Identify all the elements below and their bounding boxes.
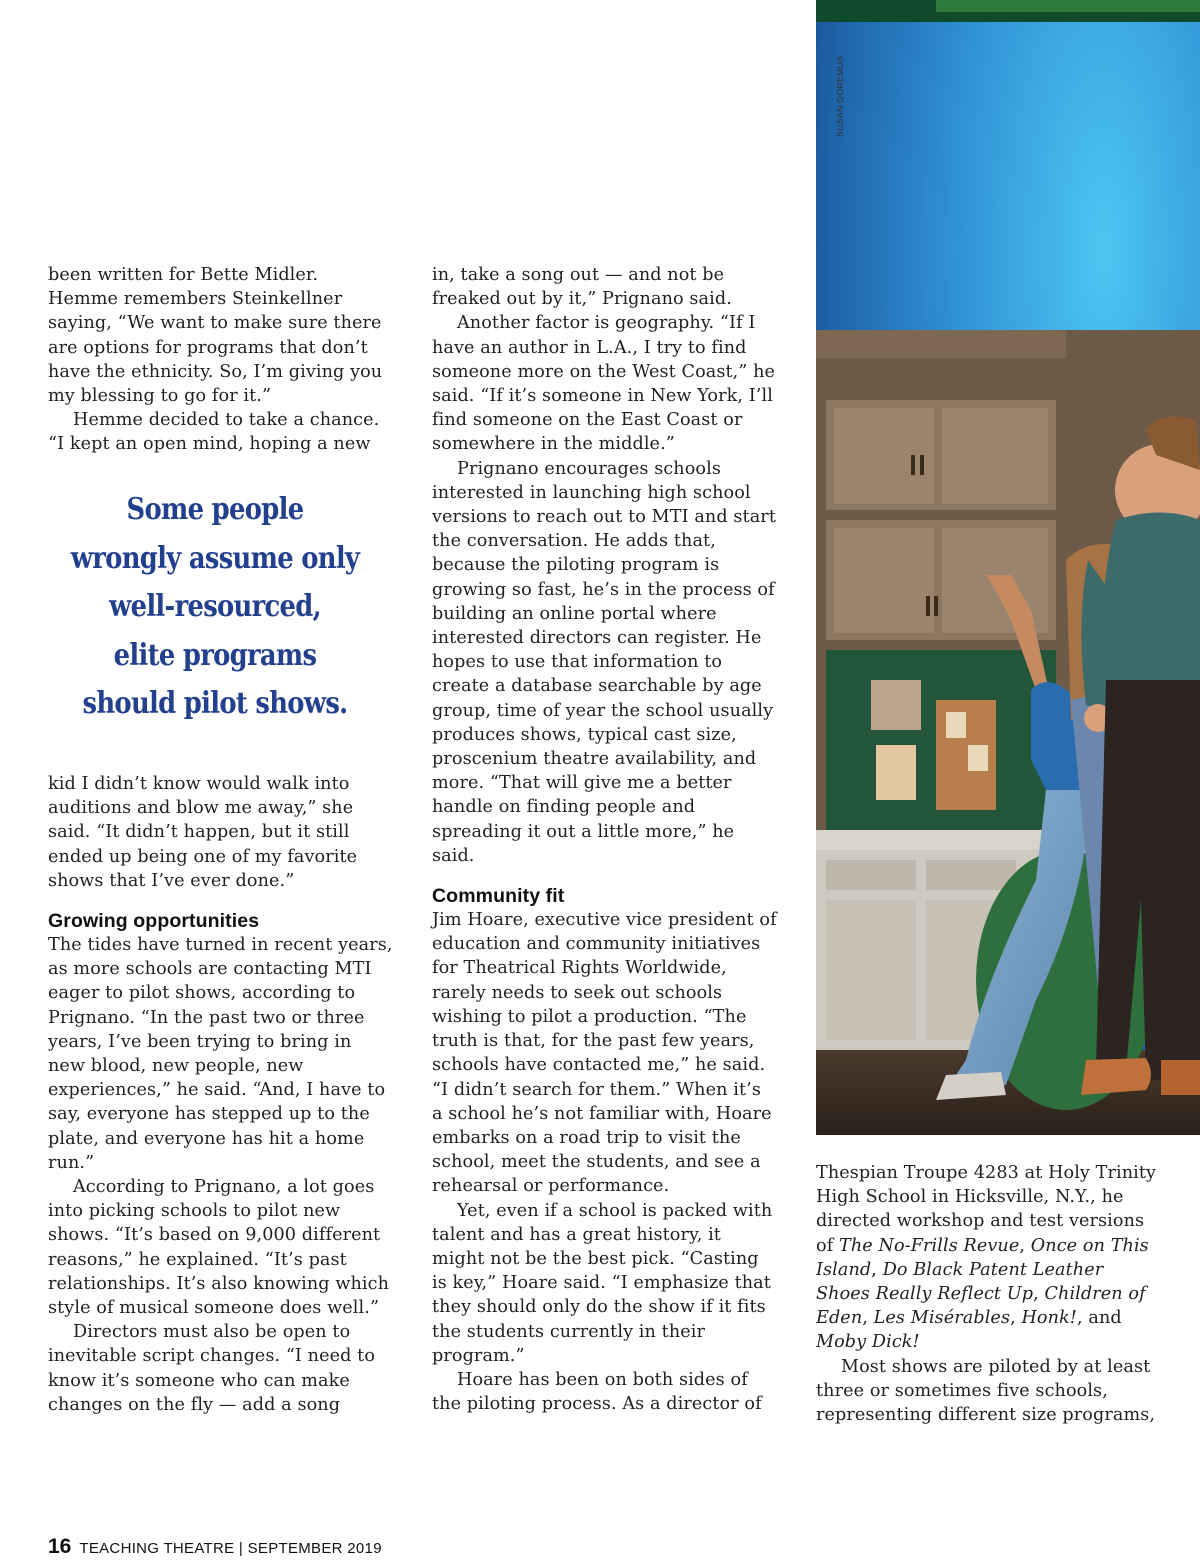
column-1-top (48, 263, 393, 457)
paragraph-lead: Thespian Troupe 4283 at Holy Trinity High School in Hicksville, N.Y., he directed workshop and test versions of (816, 1163, 1157, 1256)
separator: , (871, 1259, 883, 1280)
show-title: Les Misérables (873, 1308, 1011, 1329)
section-heading: Community fit (432, 885, 565, 908)
paragraph: Another factor is geography. “If I have an author in L.A., I try to find someone more on the West Coast,” he said. “If it’s someone in New York, I’ll find someone on the East Coast or somewhere in the middle.” (432, 313, 776, 455)
pull-quote-line: wrongly assume only (70, 540, 360, 576)
pull-quote-line: Some people (126, 492, 304, 527)
separator: , and (1076, 1308, 1122, 1329)
section-heading: Growing opportunities (48, 910, 260, 933)
column-2 (432, 263, 777, 1416)
pull-quote (65, 486, 366, 729)
page-number: 16 (48, 1535, 72, 1558)
paragraph: Prignano encourages schools interested in launching high school versions to reach out to MTI and start the conversation. He adds that, because the piloting program is growing so fast, he’s in the process of building an online portal where interested directors can register. He hopes to use that information to create a database searchable by age group, time of year the school usually produces shows, typical cast size, proscenium theatre availability, and more. “That will give me a better handle on finding people and spreading it out a little more,” he said. (432, 458, 776, 866)
paragraph: Hemme decided to take a chance. “I kept an open mind, hoping a new (48, 410, 380, 455)
paragraph: Hoare has been on both sides of the piloting process. As a director of (432, 1369, 762, 1415)
separator: , (1033, 1284, 1045, 1305)
separator: , (1010, 1308, 1022, 1329)
pull-quote-line: well-resourced, (109, 589, 321, 624)
show-title: Honk! (1021, 1308, 1077, 1329)
paragraph: Directors must also be open to inevitable script changes. “I need to know it’s someone who can make changes on the fly — add a song (48, 1322, 376, 1415)
paragraph: Most shows are piloted by at least three or sometimes five schools, representing different size programs, (816, 1356, 1156, 1426)
paragraph: kid I didn’t know would walk into auditions and blow me away,” she said. “It didn’t happen, but it still ended up being one of my favorite shows that I’ve ever done.” (48, 774, 358, 891)
page-footer (48, 1535, 382, 1559)
show-title: Children of Eden (816, 1284, 1146, 1329)
show-title: The No-Frills Revue (839, 1235, 1020, 1256)
show-title: Do Black Patent Leather Shoes Really Reflect Up (816, 1259, 1104, 1305)
paragraph: been written for Bette Midler. Hemme remembers Steinkellner saying, “We want to make sure there are options for programs that don’t have the ethnicity. So, I’m giving you my blessing to go for it.” (48, 265, 383, 407)
show-title: Moby Dick! (816, 1332, 920, 1353)
pull-quote-line: should pilot shows. (82, 686, 348, 721)
stage-photo (816, 0, 1200, 1135)
publication-line: TEACHING THEATRE | SEPTEMBER 2019 (79, 1540, 382, 1557)
pull-quote-line: elite programs (113, 637, 317, 673)
paragraph: Yet, even if a school is packed with talent and has a great history, it might not be the best pick. “Casting is key,” Hoare said. “I emphasize that they should only do the show if it fits the students currently in their program.” (432, 1200, 773, 1366)
paragraph: The tides have turned in recent years, as more schools are contacting MTI eager to pilot shows, according to Prignano. “In the past two or three years, I’ve been trying to bring in new blood, new people, new experiences,” he said. “And, I have to say, everyone has stepped up to the plate, and everyone has hit a home run.” (48, 935, 393, 1173)
paragraph: in, take a song out — and not be freaked out by it,” Prignano said. (432, 265, 732, 310)
column-1-bottom (48, 772, 393, 1417)
show-title: Once on This Island (816, 1235, 1149, 1280)
photo-credit: SUSAN DOREMUS (835, 55, 845, 137)
separator: , (862, 1308, 874, 1329)
paragraph: According to Prignano, a lot goes into picking schools to pilot new shows. “It’s based on 9,000 different reasons,” he explained. “It’s past relationships. It’s also knowing which style of musical someone does well.” (48, 1177, 390, 1319)
paragraph (816, 1161, 1161, 1355)
separator: , (1019, 1235, 1031, 1256)
paragraph: Jim Hoare, executive vice president of education and community initiatives for Theatrical Rights Worldwide, rarely needs to seek out schools wishing to pilot a production. “The truth is that, for the past few years, schools have contacted me,” he said. “I didn’t search for them.” When it’s a school he’s not familiar with, Hoare embarks on a road trip to visit the school, meet the students, and see a rehearsal or performance. (432, 910, 777, 1197)
column-3 (816, 1161, 1161, 1427)
